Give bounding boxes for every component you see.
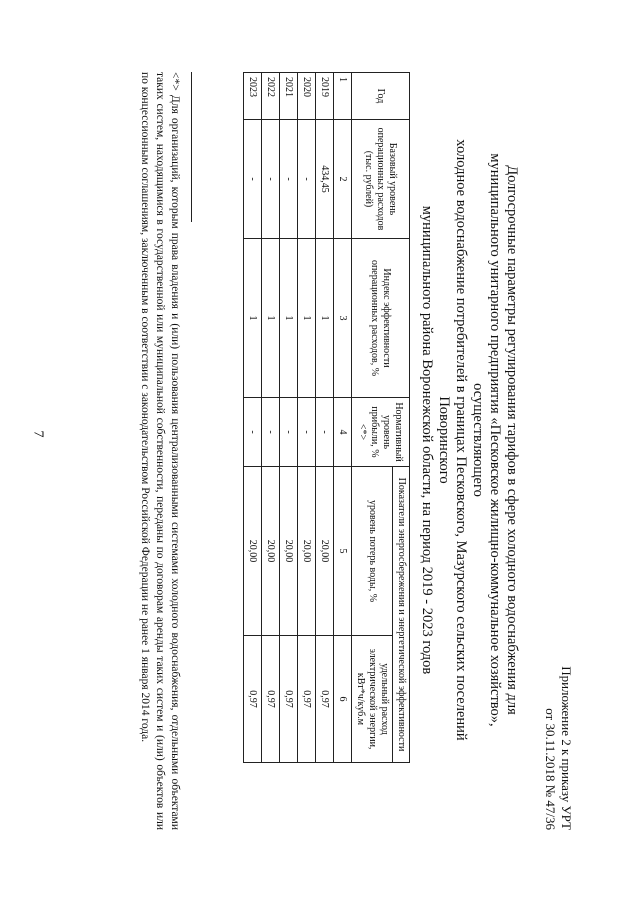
header-energy-consumption: удельный расход электрической энергии, кВт*ч/куб.м [352, 636, 393, 763]
cell-profit: - [298, 398, 316, 467]
appendix-line-2: от 30.11.2018 № 47/36 [543, 708, 558, 830]
table-row [280, 73, 298, 763]
header-profit-level: Нормативный уровень прибыли, % <*> [352, 398, 410, 467]
column-number: 1 [334, 73, 352, 120]
column-number: 5 [334, 467, 352, 636]
appendix-reference [542, 666, 574, 830]
cell-profit: - [244, 398, 262, 467]
column-numbering-row [334, 73, 352, 763]
column-number: 3 [334, 239, 352, 398]
footnote-separator [191, 72, 192, 222]
cell-base: - [244, 120, 262, 239]
cell-base: - [298, 120, 316, 239]
header-base-level: Базовый уровень операционных расходов (тыс. рублей) [352, 120, 410, 239]
cell-energy: 0,97 [316, 636, 334, 763]
cell-profit: - [316, 398, 334, 467]
cell-loss: 20,00 [298, 467, 316, 636]
header-water-loss: уровень потерь воды, % [352, 467, 393, 636]
appendix-line-1: Приложение 2 к приказу УРТ [559, 666, 574, 830]
cell-profit: - [262, 398, 280, 467]
cell-index: 1 [316, 239, 334, 398]
cell-year: 2020 [298, 73, 316, 120]
column-number: 4 [334, 398, 352, 467]
cell-year: 2021 [280, 73, 298, 120]
page-number: 7 [30, 430, 46, 438]
cell-index: 1 [244, 239, 262, 398]
cell-index: 1 [262, 239, 280, 398]
cell-loss: 20,00 [316, 467, 334, 636]
title-line-1: Долгосрочные параметры регулирования тарифов в сфере холодного водоснабжения для [504, 165, 520, 715]
footnote: <*> Для организаций, которым права владения и (или) пользования централизованными системами холодного водоснабжения, отдельными объектами таких систем, находящимися в государственной или муниципальной собственности, переданы по договорам аренды таких систем и (или) объектов или по концессионным соглашениям, заключенным в соответствии с законодательством Российской Федерации не ранее 1 января 2014 года. [139, 72, 181, 830]
parameters-table [243, 72, 410, 763]
title-line-2: муниципального унитарного предприятия «Песковское жилищно-коммунальное хозяйство», осуществляющего [470, 153, 503, 727]
title-line-3: холодное водоснабжение потребителей в границах Песковского, Мазурского сельских поселений Поворинского [436, 139, 469, 741]
header-energy-group: Показатели энергосбережения и энергетической эффективности [393, 467, 410, 763]
header-efficiency-index: Индекс эффективности операционных расходов, % [352, 239, 410, 398]
header-year: Год [352, 73, 410, 120]
column-number: 2 [334, 120, 352, 239]
table-row [262, 73, 280, 763]
cell-base: - [262, 120, 280, 239]
cell-loss: 20,00 [262, 467, 280, 636]
cell-loss: 20,00 [244, 467, 262, 636]
table-row [316, 73, 334, 763]
document-title [418, 120, 520, 760]
cell-energy: 0,97 [244, 636, 262, 763]
table-row [298, 73, 316, 763]
cell-energy: 0,97 [262, 636, 280, 763]
cell-year: 2019 [316, 73, 334, 120]
column-number: 6 [334, 636, 352, 763]
cell-energy: 0,97 [280, 636, 298, 763]
cell-base: 434,45 [316, 120, 334, 239]
cell-index: 1 [280, 239, 298, 398]
cell-energy: 0,97 [298, 636, 316, 763]
rotated-page-content [20, 20, 580, 860]
cell-index: 1 [298, 239, 316, 398]
cell-base: - [280, 120, 298, 239]
cell-profit: - [280, 398, 298, 467]
title-line-4: муниципального района Воронежской области, на период 2019 - 2023 годов [419, 205, 435, 675]
cell-year: 2023 [244, 73, 262, 120]
cell-year: 2022 [262, 73, 280, 120]
table-row [244, 73, 262, 763]
cell-loss: 20,00 [280, 467, 298, 636]
